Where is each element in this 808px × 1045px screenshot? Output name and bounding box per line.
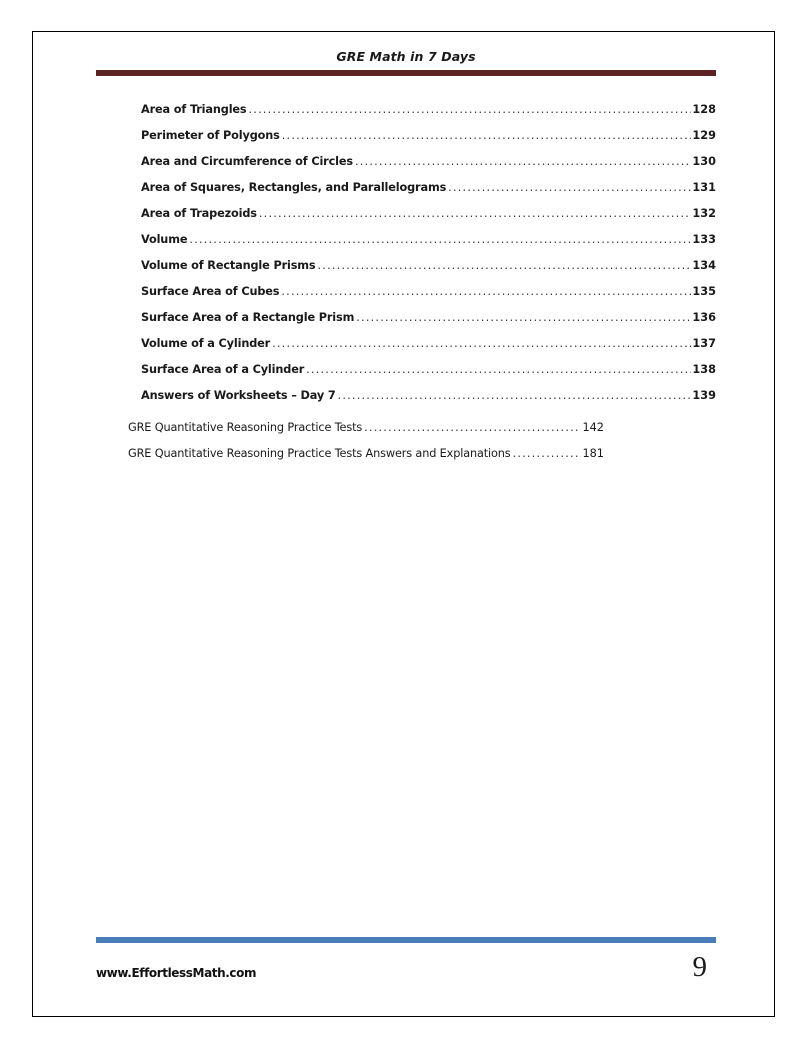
toc-dot-leader (259, 206, 692, 220)
toc-entry-label: Area of Trapezoids (141, 207, 257, 220)
toc-entry[interactable] (96, 377, 716, 403)
toc-entry-page-number: 136 (692, 311, 716, 324)
page-header (96, 49, 716, 76)
toc-entry-label: Surface Area of a Cylinder (141, 363, 305, 376)
toc-entry-page-number: 142 (582, 421, 604, 434)
toc-entry[interactable] (96, 221, 716, 247)
toc-entry[interactable] (96, 325, 716, 351)
document-page (32, 31, 775, 1017)
toc-dot-leader (318, 258, 692, 272)
toc-entry[interactable] (96, 351, 716, 377)
toc-dot-leader (306, 362, 691, 376)
footer-rule (96, 937, 716, 943)
footer-row (96, 952, 716, 982)
toc-entry-page-number: 131 (692, 181, 716, 194)
toc-dot-leader (282, 128, 692, 142)
toc-entry-page-number: 132 (692, 207, 716, 220)
toc-entry-label: Surface Area of Cubes (141, 285, 280, 298)
header-title: GRE Math in 7 Days (336, 49, 476, 64)
toc-entry[interactable] (96, 247, 716, 273)
toc-dot-leader (448, 180, 691, 194)
toc-entry-page-number: 181 (582, 447, 604, 460)
toc-entry-label: Volume (141, 233, 188, 246)
toc-entry[interactable] (96, 117, 716, 143)
toc-dot-leader (249, 102, 692, 116)
toc-entry[interactable] (96, 409, 604, 435)
toc-entry[interactable] (96, 273, 716, 299)
toc-dot-leader (272, 336, 691, 350)
toc-entry-page-number: 133 (692, 233, 716, 246)
page-number: 9 (692, 951, 707, 983)
toc-entry-label: Volume of a Cylinder (141, 337, 271, 350)
toc-entry-page-number: 137 (692, 337, 716, 350)
toc-entry-label: Perimeter of Polygons (141, 129, 280, 142)
toc-entry-label: Area of Squares, Rectangles, and Parallelograms (141, 181, 447, 194)
toc-entry-label: Answers of Worksheets – Day 7 (141, 389, 336, 402)
toc-entry-page-number: 135 (692, 285, 716, 298)
footer-website-label: www.EffortlessMath.com (96, 966, 257, 980)
toc-entry-page-number: 130 (692, 155, 716, 168)
toc-entry-page-number: 129 (692, 129, 716, 142)
toc-entry-page-number: 138 (692, 363, 716, 376)
toc-dot-leader (338, 388, 692, 402)
toc-entry-label: GRE Quantitative Reasoning Practice Tests Answers and Explanations (128, 447, 511, 460)
toc-entry-label: Area of Triangles (141, 103, 247, 116)
page-footer (96, 937, 716, 982)
toc-entry-label: Volume of Rectangle Prisms (141, 259, 316, 272)
toc-dot-leader (355, 154, 691, 168)
toc-dot-leader (281, 284, 691, 298)
header-rule (96, 70, 716, 76)
toc-dot-leader (356, 310, 691, 324)
toc-dot-leader (513, 446, 581, 460)
toc-entry-label: GRE Quantitative Reasoning Practice Tests (128, 421, 363, 434)
toc-entry[interactable] (96, 169, 716, 195)
toc-entry[interactable] (96, 91, 716, 117)
toc-dot-leader (189, 232, 691, 246)
toc-entry-label: Area and Circumference of Circles (141, 155, 353, 168)
toc-entry-page-number: 128 (692, 103, 716, 116)
toc-entry-label: Surface Area of a Rectangle Prism (141, 311, 355, 324)
toc-entry[interactable] (96, 299, 716, 325)
toc-entry[interactable] (96, 435, 604, 461)
toc-entry[interactable] (96, 143, 716, 169)
toc-dot-leader (364, 420, 581, 434)
toc-entry-page-number: 134 (692, 259, 716, 272)
toc-entry[interactable] (96, 195, 716, 221)
table-of-contents (96, 91, 716, 461)
toc-entry-page-number: 139 (692, 389, 716, 402)
